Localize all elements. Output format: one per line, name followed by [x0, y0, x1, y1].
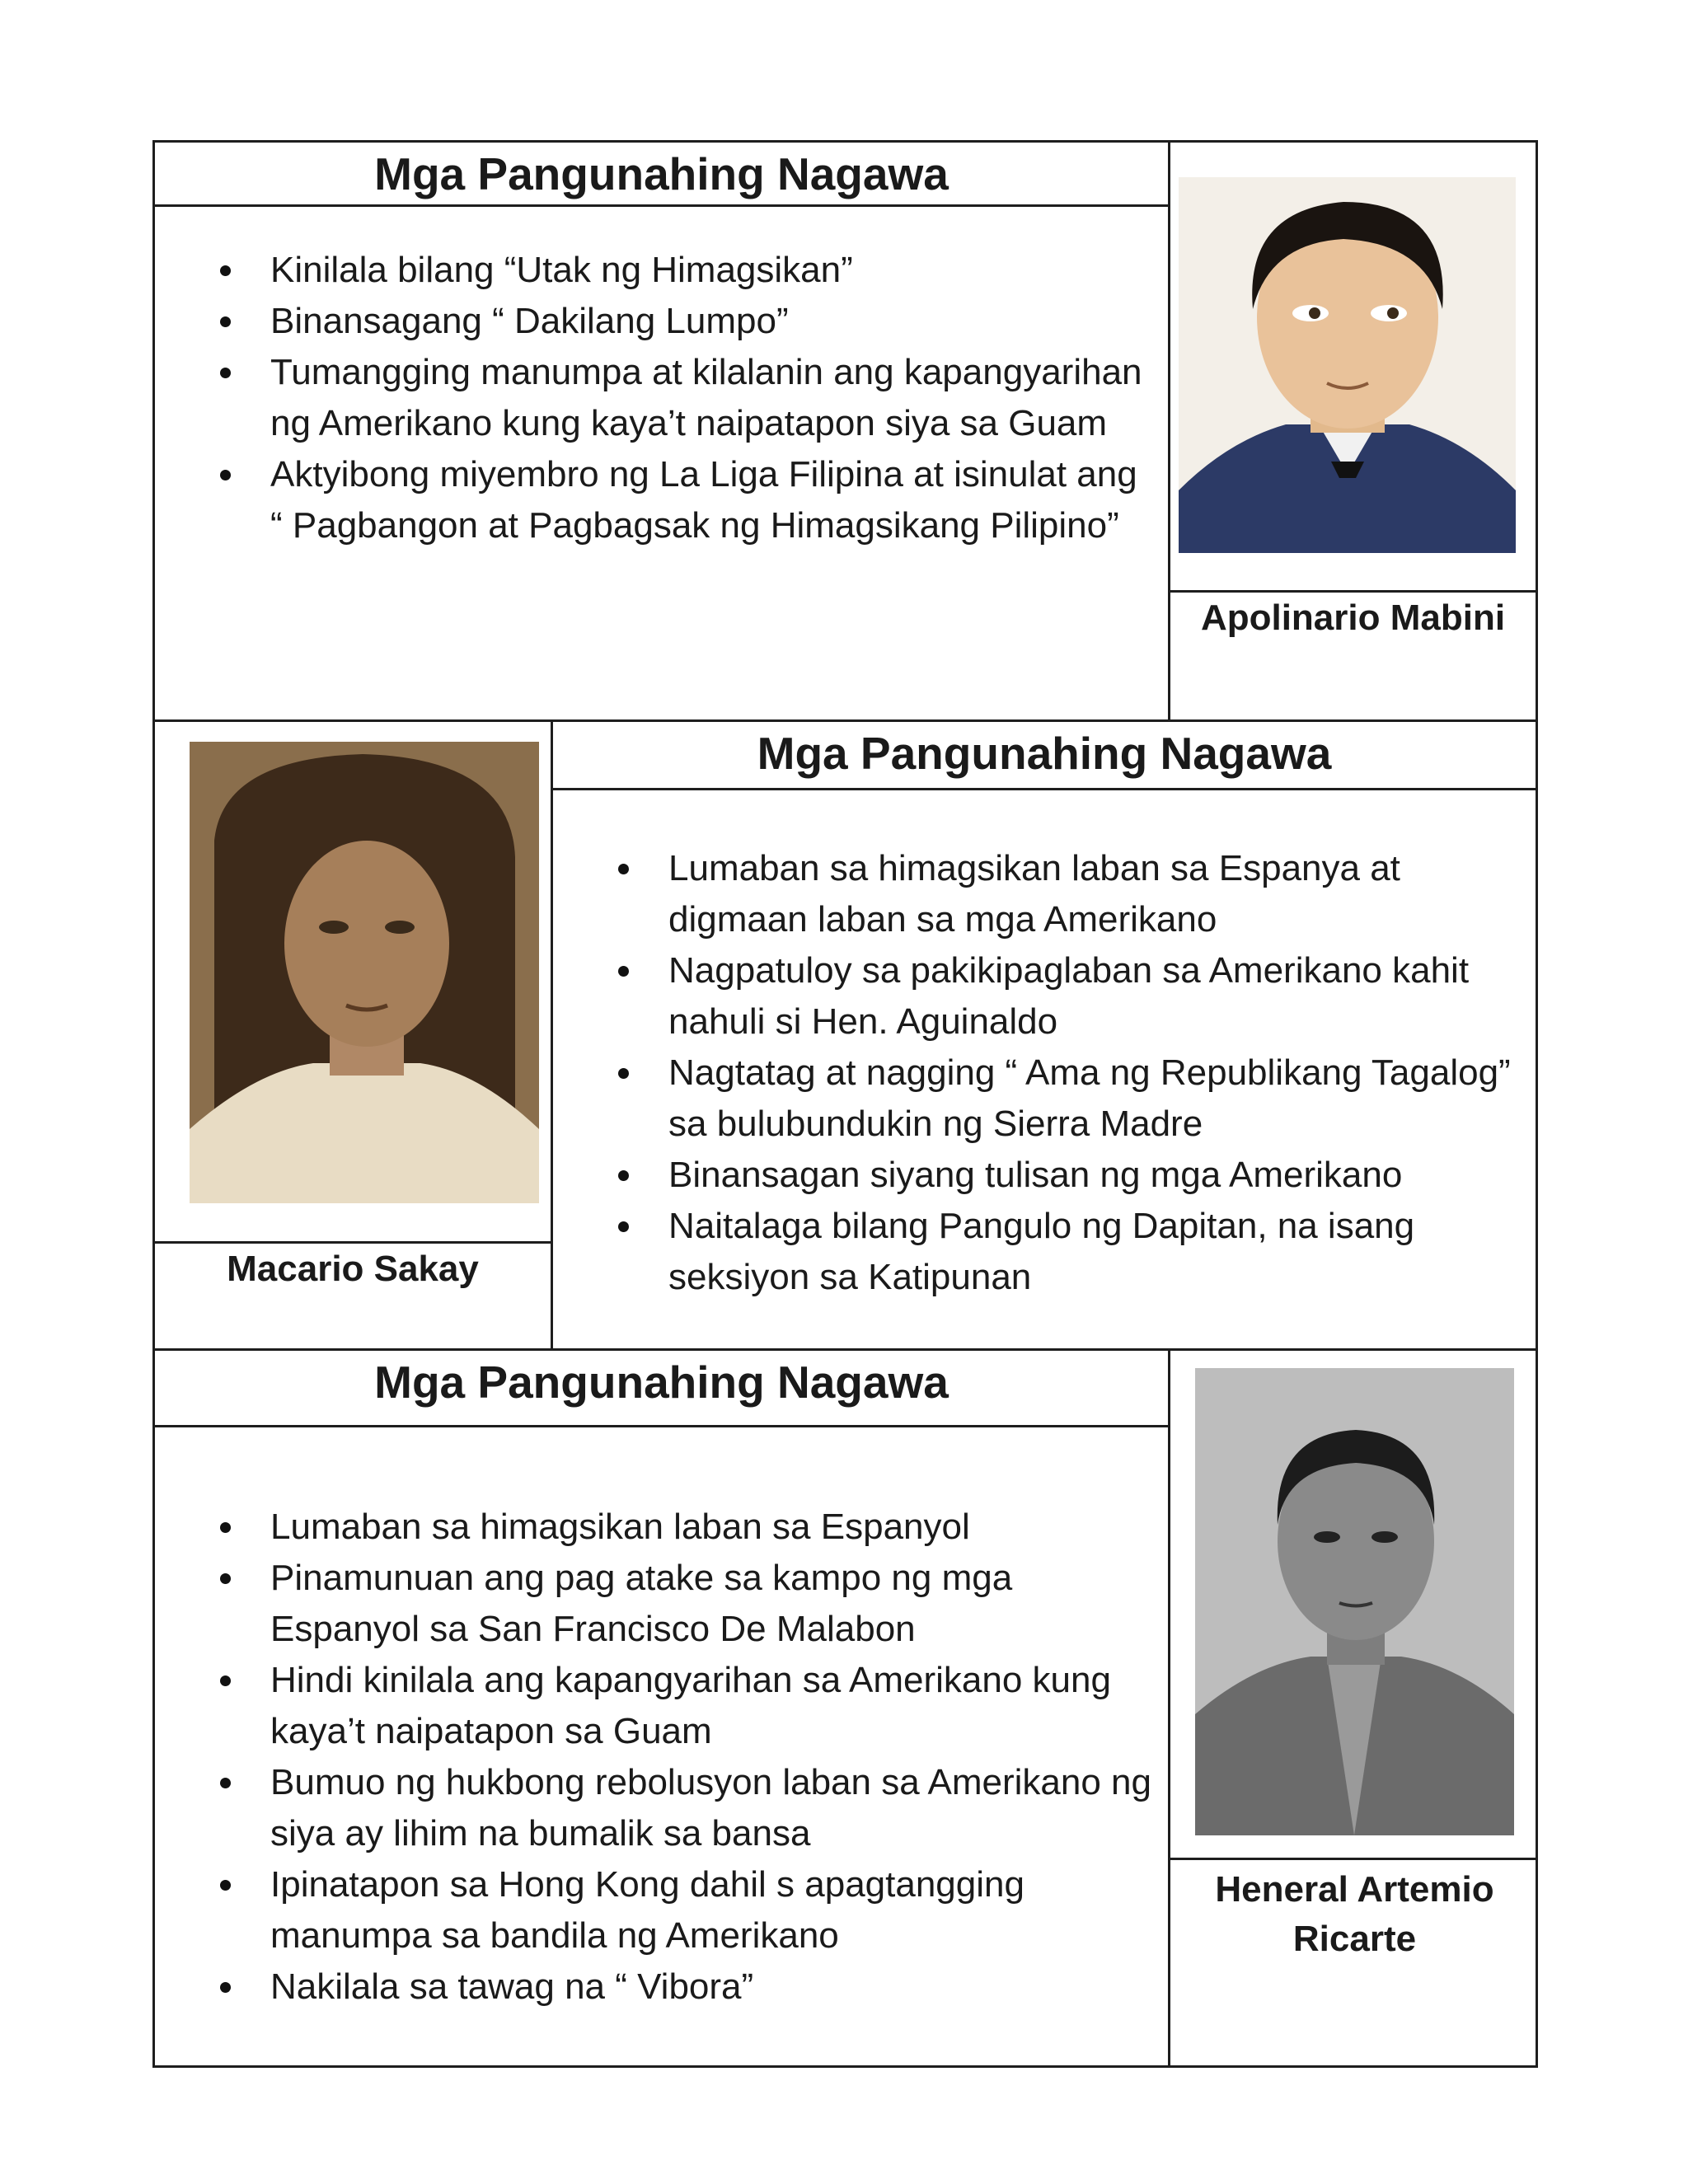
list-item: Lumaban sa himagsikan laban sa Espanyol: [194, 1502, 1158, 1553]
portrait-apolinario-mabini: [1179, 177, 1516, 553]
section-2-bullet-list: [592, 843, 1519, 1303]
list-item: Pinamunuan ang pag atake sa kampo ng mga Espanyol sa San Francisco De Malabon: [194, 1553, 1158, 1655]
name-divider-1: [1168, 590, 1538, 593]
name-divider-3: [1168, 1858, 1538, 1860]
table-border-left: [152, 140, 155, 2068]
section-1-bullet-list: [194, 245, 1150, 551]
portrait-macario-sakay: [190, 742, 539, 1203]
list-item: Binansagang “ Dakilang Lumpo”: [194, 296, 1150, 347]
list-item: Aktyibong miyembro ng La Liga Filipina at isinulat ang “ Pagbangon at Pagbagsak ng Himagsikang Pilipino”: [194, 449, 1150, 551]
list-item: Nagtatag at nagging “ Ama ng Republikang Tagalog” sa bulubundukin ng Sierra Madre: [592, 1047, 1519, 1150]
section-2-heading: Mga Pangunahing Nagawa: [757, 728, 1332, 779]
table-border-right: [1536, 140, 1538, 2068]
person-name-ricarte: Heneral Artemio Ricarte: [1215, 1869, 1494, 1959]
list-item: Hindi kinilala ang kapangyarihan sa Amerikano kung kaya’t naipatapon sa Guam: [194, 1655, 1158, 1757]
section-3-bullet-list: [194, 1502, 1158, 2013]
table-border-bottom: [152, 2065, 1538, 2068]
list-item: Binansagan siyang tulisan ng mga Amerikano: [592, 1150, 1519, 1201]
name-divider-2: [152, 1241, 553, 1244]
list-item: Naitalaga bilang Pangulo ng Dapitan, na isang seksiyon sa Katipunan: [592, 1201, 1519, 1303]
list-item: Nakilala sa tawag na “ Vibora”: [194, 1961, 1158, 2013]
list-item: Tumangging manumpa at kilalanin ang kapangyarihan ng Amerikano kung kaya’t naipatapon siya sa Guam: [194, 347, 1150, 449]
list-item: Ipinatapon sa Hong Kong dahil s apagtangging manumpa sa bandila ng Amerikano: [194, 1859, 1158, 1961]
col-divider-3: [1168, 1348, 1170, 2068]
col-divider-2: [551, 719, 553, 1351]
section-3-heading: Mga Pangunahing Nagawa: [374, 1357, 949, 1408]
portrait-artemio-ricarte: [1195, 1368, 1514, 1835]
heading-underline-2: [551, 788, 1538, 790]
person-name-sakay: Macario Sakay: [227, 1249, 479, 1289]
heading-underline-3: [152, 1425, 1170, 1427]
list-item: Kinilala bilang “Utak ng Himagsikan”: [194, 245, 1150, 296]
person-name-mabini: Apolinario Mabini: [1200, 598, 1506, 638]
list-item: Lumaban sa himagsikan laban sa Espanya at digmaan laban sa mga Amerikano: [592, 843, 1519, 945]
list-item: Nagpatuloy sa pakikipaglaban sa Amerikano kahit nahuli si Hen. Aguinaldo: [592, 945, 1519, 1047]
section-1-heading: Mga Pangunahing Nagawa: [374, 148, 949, 199]
list-item: Bumuo ng hukbong rebolusyon laban sa Amerikano ng siya ay lihim na bumalik sa bansa: [194, 1757, 1158, 1859]
